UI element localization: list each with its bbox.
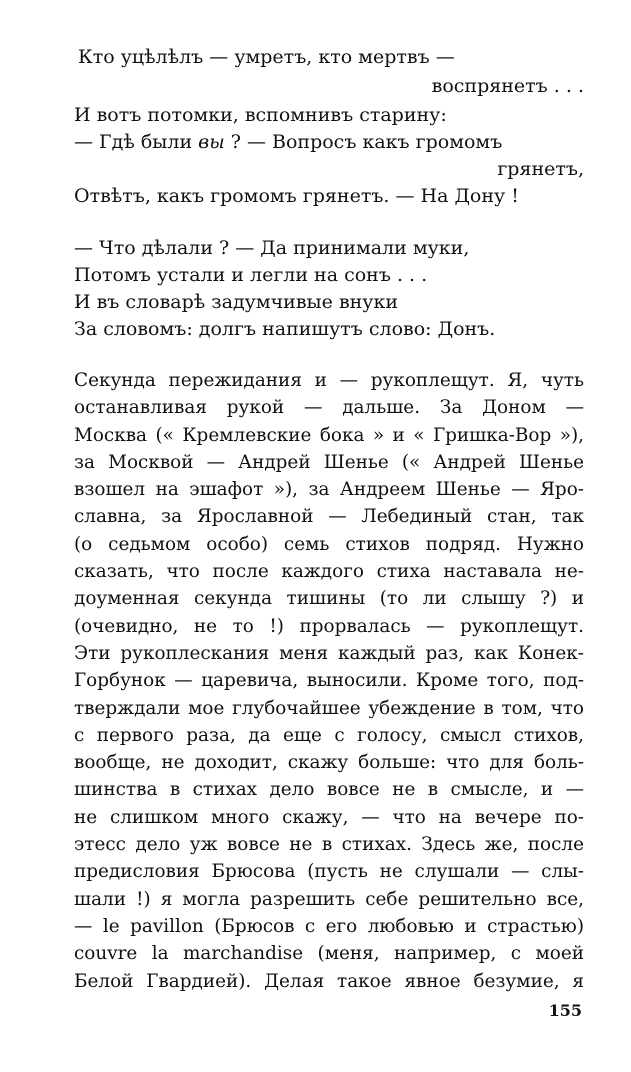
verse-line: — Гдѣ были вы ? — Вопросъ какъ громомъ bbox=[74, 131, 503, 153]
prose-line: вообще, не доходит, скажу больше: что для боль- bbox=[74, 752, 584, 774]
prose-line: за Москвой — Андрей Шенье (« Андрей Шенье bbox=[74, 451, 584, 473]
prose-line: с первого раза, да еще с голосу, смысл стихов, bbox=[74, 724, 584, 746]
prose-line: Белой Гвардией). Делая такое явное безумие, я bbox=[74, 970, 584, 992]
prose-line: Москва (« Кремлевские бока » и « Гришка-Вор »), bbox=[74, 424, 584, 446]
prose-line: couvre la marchandise (меня, например, с моей bbox=[74, 943, 584, 965]
prose-line: шали !) я могла разрешить себе решительно все, bbox=[74, 888, 584, 910]
prose-line: славна, за Ярославной — Лебединый стан, так bbox=[74, 506, 584, 528]
prose-line: предисловия Брюсова (пусть не слушали — слы- bbox=[74, 861, 584, 883]
prose-line: сказать, что после каждого стиха наставала не- bbox=[74, 561, 584, 583]
emphasis: вы bbox=[198, 131, 225, 153]
prose-line: — le pavillon (Брюсов с его любовью и страстью) bbox=[74, 915, 584, 937]
verse-line: За словомъ: долгъ напишутъ слово: Донъ. bbox=[74, 318, 496, 340]
prose-line: взошел на эшафот »), за Андреем Шенье — Яро- bbox=[74, 479, 584, 501]
verse-line: Отвѣтъ, какъ громомъ грянетъ. — На Дону ! bbox=[74, 185, 519, 207]
prose-line: останавливая рукой — дальше. За Доном — bbox=[74, 397, 584, 419]
prose-line: не слишком много скажу, — что на вечере по- bbox=[74, 806, 584, 828]
verse-line: Кто уцѣлѣлъ — умретъ, кто мертвъ — bbox=[78, 46, 455, 68]
prose-line: шинства в стихах дело вовсе не в смысле, и — bbox=[74, 779, 584, 801]
prose-line: Секунда пережидания и — рукоплещут. Я, чуть bbox=[74, 370, 584, 391]
verse-line: Потомъ устали и легли на сонъ . . . bbox=[74, 264, 428, 286]
verse-line: воспрянетъ . . . bbox=[431, 75, 584, 97]
prose-paragraph bbox=[74, 367, 584, 995]
verse-line: — Что дѣлали ? — Да принимали муки, bbox=[74, 237, 470, 259]
prose-line: доуменная секунда тишины (то ли слышу ?) и bbox=[74, 588, 584, 610]
prose-line: (очевидно, не то !) прорвалась — рукоплещут. bbox=[74, 615, 584, 637]
prose-line: этесс дело уж вовсе не в стихах. Здесь же, после bbox=[74, 834, 584, 856]
page-number: 155 bbox=[548, 1001, 582, 1020]
prose-line: тверждали мое глубочайшее убеждение в том, что bbox=[74, 697, 584, 719]
verse-line: И вотъ потомки, вспомнивъ старину: bbox=[74, 104, 447, 126]
verse-line: И въ словарѣ задумчивые внуки bbox=[74, 291, 399, 313]
verse-line: грянетъ, bbox=[497, 158, 584, 180]
prose-line: Горбунок — царевича, выносили. Кроме того, под- bbox=[74, 670, 584, 692]
prose-line: Эти рукоплескания меня каждый раз, как Конек- bbox=[74, 642, 584, 664]
prose-line: (о седьмом особо) семь стихов подряд. Нужно bbox=[74, 533, 584, 555]
